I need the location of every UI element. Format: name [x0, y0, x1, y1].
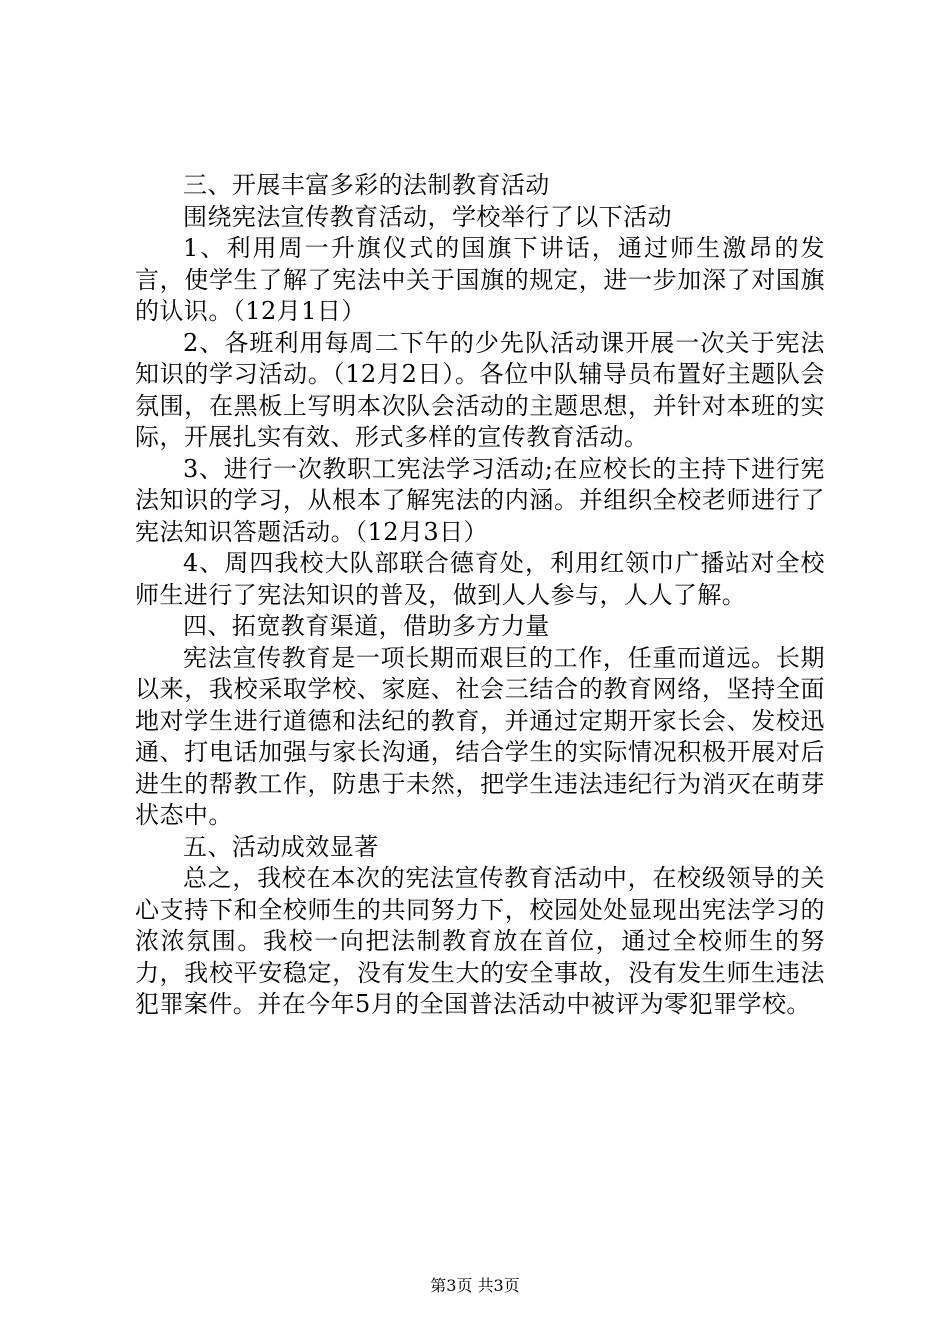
activity-item-4: 4、周四我校大队部联合德育处，利用红领巾广播站对全校师生进行了宪法知识的普及，做到人人参与，人人了解。 [135, 549, 825, 609]
section-4-paragraph: 宪法宣传教育是一项长期而艰巨的工作，任重而道远。长期以来，我校采取学校、家庭、社会三结合的教育网络，坚持全面地对学生进行道德和法纪的教育，并通过定期开家长会、发校迅通、打电话加强与家长沟通，结合学生的实际情况积极开展对后进生的帮教工作，防患于未然，把学生违法违纪行为消灭在萌芽状态中。 [135, 643, 825, 829]
activity-item-2: 2、各班利用每周二下午的少先队活动课开展一次关于宪法知识的学习活动。（12月2日）。各位中队辅导员布置好主题队会氛围，在黑板上写明本次队会活动的主题思想，并针对本班的实际，开展扎实有效、形式多样的宣传教育活动。 [135, 328, 825, 451]
activity-item-3: 3、进行一次教职工宪法学习活动;在应校长的主持下进行宪法知识的学习，从根本了解宪法的内涵。并组织全校老师进行了宪法知识答题活动。（12月3日） [135, 454, 825, 546]
section-heading-5: 五、活动成效显著 [183, 832, 379, 861]
page-footer: 第3页 共3页 [430, 1276, 520, 1295]
intro-paragraph: 围绕宪法宣传教育活动，学校举行了以下活动 [183, 202, 672, 231]
document-body [135, 170, 825, 1021]
section-5-paragraph: 总之，我校在本次的宪法宣传教育活动中，在校级领导的关心支持下和全校师生的共同努力下，校园处处显现出宪法学习的浓浓氛围。我校一向把法制教育放在首位，通过全校师生的努力，我校平安稳定，没有发生大的安全事故，没有发生师生违法犯罪案件。并在今年5月的全国普法活动中被评为零犯罪学校。 [135, 864, 825, 1018]
section-heading-4: 四、拓宽教育渠道，借助多方力量 [183, 612, 550, 640]
section-heading-3: 三、开展丰富多彩的法制教育活动 [183, 171, 550, 199]
activity-item-1: 1、利用周一升旗仪式的国旗下讲话，通过师生激昂的发言，使学生了解了宪法中关于国旗的规定，进一步加深了对国旗的认识。（12月1日） [135, 234, 825, 325]
